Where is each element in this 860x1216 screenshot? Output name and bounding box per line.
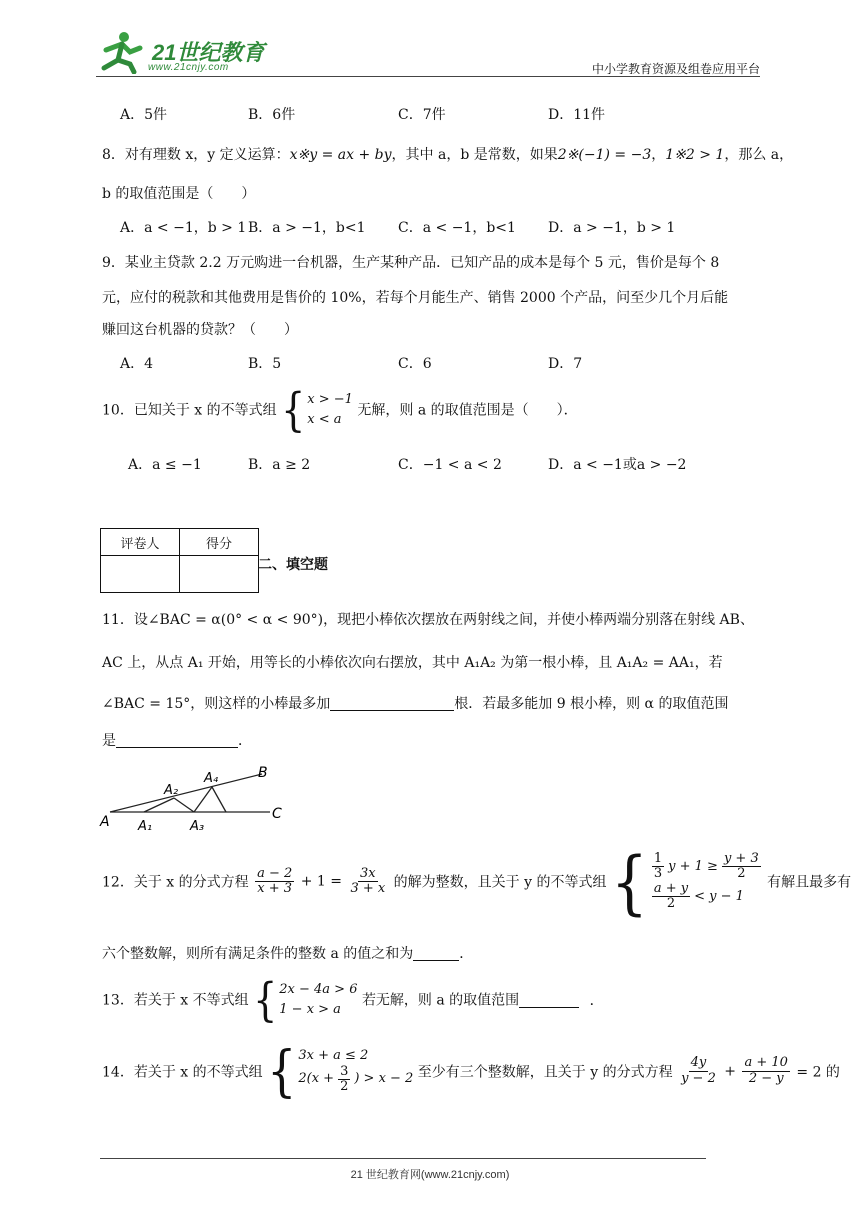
q8-stem-line1: 8．对有理数 x，y 定义运算：x※y = ax + by，其中 a，b 是常数，如果2※(−1) = −3，1※2 > 1，那么 a， [102,147,794,163]
q9-option-a[interactable]: A．4 [120,356,154,372]
q11-blank-1[interactable] [330,696,454,711]
q12-inequality-system: { $\frac{1}{3}$ y + 1 ≥ $\frac{y + 3}{2}$ $\frac{a + y}{2}$ < y − 1 [610,840,759,923]
q14-fraction-1: $\frac{4y}{y - 2}$ [681,1055,716,1086]
score-table-score-cell[interactable] [180,556,259,593]
fig-label-a3: A₃ [190,819,205,834]
fig-label-c: C [272,806,282,822]
q14-fraction-2: $\frac{a + 10}{2 - y}$ [744,1055,788,1086]
q8-stem-line2: b 的取值范围是（ ） [102,186,256,202]
q12-fraction-1: $\frac{a - 2}{x + 3}$ [257,865,293,897]
footer-text[interactable]: 21 世纪教育网(www.21cnjy.com) [350,1169,510,1181]
logo-url: www.21cnjy.com [148,62,229,73]
fig-label-a: A [100,814,110,830]
fig-label-a2: A₂ [164,783,179,798]
q8-op-definition: x※y = ax + by [289,147,392,163]
q9-stem-line1: 9．某业主贷款 2.2 万元购进一台机器，生产某种产品．已知产品的成本是每个 5 元，售价是每个 8 [102,255,720,271]
q13-stem: 13．若关于 x 不等式组 { 2x − 4a > 6 1 − x > a 若无解，则 a 的取值范围 ． [102,973,604,1026]
q8-condition-1: 2※(−1) = −3 [557,147,652,163]
q10-option-a[interactable]: A．a ≤ −1 [128,457,202,473]
footer-divider [100,1158,706,1159]
q12-stem-line2: 六个整数解，则所有满足条件的整数 a 的值之和为 ． [102,946,474,962]
q12-blank[interactable] [413,946,459,961]
q9-option-d[interactable]: D．7 [548,356,583,372]
q10-inequality-system: { x > −1 x < a [281,383,353,436]
q10-option-c[interactable]: C．−1 < a < 2 [398,457,502,473]
logo-text: 21世纪教育 [152,40,265,65]
q11-stem-line4: 是 ． [102,733,252,749]
q7-option-c[interactable]: C．7件 [398,107,446,123]
logo [96,30,266,76]
q7-option-d[interactable]: D．11件 [548,107,606,123]
fig-label-a4: A₄ [204,771,219,786]
q11-angle-figure [98,760,298,836]
q7-option-a[interactable]: A．5件 [120,107,168,123]
fig-label-a1: A₁ [138,819,153,834]
q8-option-b[interactable]: B．a > −1，b<1 [248,220,366,236]
runner-logo-icon [96,30,146,74]
q14-stem: 14．若关于 x 的不等式组 { 3x + a ≤ 2 2(x + $\frac{3}{2}$ ) > x − 2 至少有三个整数解，且关于 y 的分式方程 $\frac{4y}{y - 2}$ + $\frac{a + 10}{2 - y}$ = 2 的 [102,1038,840,1104]
q8-option-d[interactable]: D．a > −1，b > 1 [548,220,676,236]
q7-option-b[interactable]: B．6件 [248,107,296,123]
score-table-score-header: 得分 [180,529,259,556]
q13-blank[interactable] [519,991,579,1008]
header-platform-text: 中小学教育资源及组卷应用平台 [591,62,760,76]
header-divider [96,76,760,77]
section-2-title: 二、填空题 [258,557,328,573]
q11-stem-line2: AC 上，从点 A₁ 开始，用等长的小棒依次向右摆放，其中 A₁A₂ 为第一根小棒，且 A₁A₂ = AA₁，若 [102,655,723,671]
q9-option-b[interactable]: B．5 [248,356,282,372]
fig-label-b: B [258,765,268,781]
q10-option-d[interactable]: D．a < −1或a > −2 [548,457,687,473]
score-table-grader-cell[interactable] [101,556,180,593]
q10-stem: 10．已知关于 x 的不等式组 { x > −1 x < a 无解，则 a 的取值范围是（ ）． [102,383,578,436]
q9-stem-line3: 赚回这台机器的贷款？（ ） [102,322,298,338]
q9-stem-line2: 元，应付的税款和其他费用是售价的 10%，若每个月能生产、销售 2000 个产品，问至少几个月后能 [102,290,729,306]
q11-blank-2[interactable] [116,733,238,748]
q11-stem-line1: 11．设∠BAC = α(0° < α < 90°)，现把小棒依次摆放在两射线之间，并使小棒两端分别落在射线 AB、 [102,612,754,628]
q10-option-b[interactable]: B．a ≥ 2 [248,457,311,473]
score-table [100,528,259,593]
q12-fraction-2: $\frac{3x}{3 + x}$ [350,865,386,897]
q13-inequality-system: { 2x − 4a > 6 1 − x > a [253,973,358,1026]
q12-stem-line1: 12．关于 x 的分式方程 $\frac{a - 2}{x + 3}$ + 1 = $\frac{3x}{3 + x}$ 的解为整数，且关于 y 的不等式组 { $\frac{1}{3}$ y + 1 ≥ $\frac{y + 3}{2}$ $\frac{a + y}{2}$ < y − 1 有解且最多有 [102,840,852,923]
score-table-grader-header: 评卷人 [101,529,180,556]
q11-stem-line3: ∠BAC = 15°，则这样的小棒最多加 根．若最多能加 9 根小棒，则 α 的取值范围 [102,696,729,712]
q8-option-a[interactable]: A．a < −1，b > 1 [120,220,247,236]
q14-inequality-system: { 3x + a ≤ 2 2(x + $\frac{3}{2}$ ) > x − 2 [267,1038,414,1104]
q8-condition-2: 1※2 > 1 [665,147,725,163]
q8-option-c[interactable]: C．a < −1，b<1 [398,220,516,236]
q9-option-c[interactable]: C．6 [398,356,432,372]
